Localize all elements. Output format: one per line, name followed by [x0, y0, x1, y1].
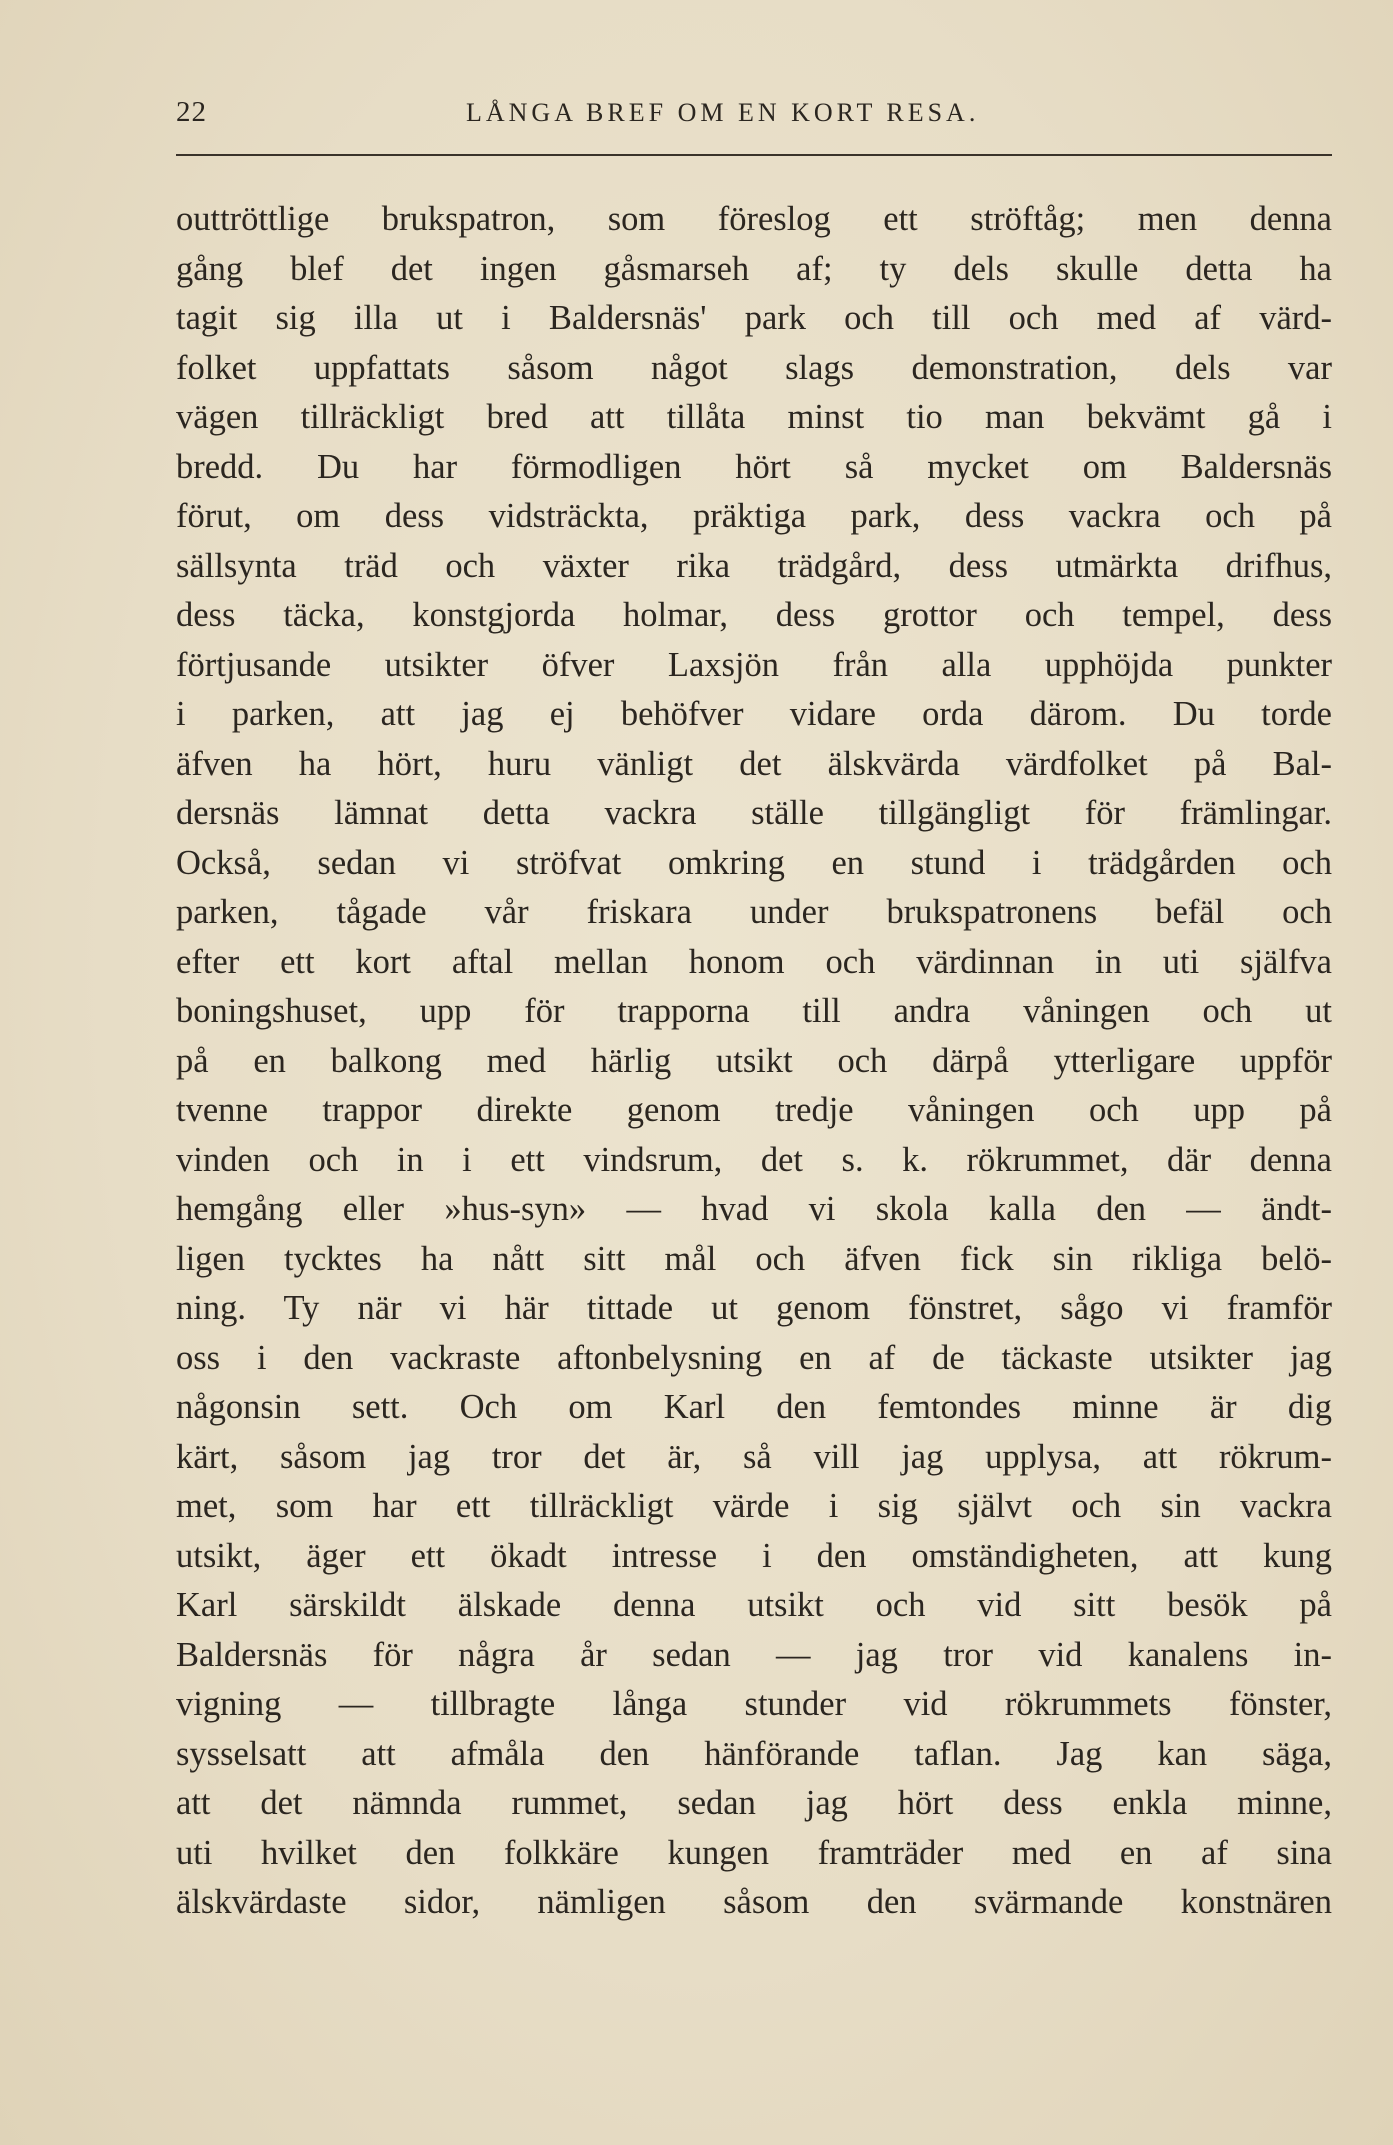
text-line: någonsin sett. Och om Karl den femtondes minne är dig [176, 1388, 1332, 1426]
text-line: äfven ha hört, huru vänligt det älskvärda värdfolket på Bal- [176, 744, 1332, 783]
text-line: dess täcka, konstgjorda holmar, dess grottor och tempel, dess [176, 596, 1332, 634]
text-line: på en balkong med härlig utsikt och därpå ytterligare uppför [176, 1041, 1332, 1080]
text-line: Karl särskildt älskade denna utsikt och vid sitt besök på [176, 1586, 1332, 1624]
text-line: uti hvilket den folkkäre kungen framträder med en af sina [176, 1833, 1332, 1872]
running-title: LÅNGA BREF OM EN KORT RESA. [466, 98, 980, 127]
text-line: vägen tillräckligt bred att tillåta minst tio man bekvämt gå i [176, 398, 1332, 436]
text-line: oss i den vackraste aftonbelysning en af de täckaste utsikter jag [176, 1338, 1332, 1377]
text-line: efter ett kort aftal mellan honom och värdinnan in uti själfva [176, 942, 1332, 981]
text-line: förut, om dess vidsträckta, präktiga park, dess vackra och på [176, 497, 1332, 535]
text-line: älskvärdaste sidor, nämligen såsom den svärmande konstnären [176, 1883, 1332, 1921]
text-line: tvenne trappor direkte genom tredje våningen och upp på [176, 1091, 1332, 1129]
page-header [176, 96, 1332, 140]
text-line: vinden och in i ett vindsrum, det s. k. rökrummet, där denna [176, 1140, 1332, 1179]
text-line: dersnäs lämnat detta vackra ställe tillgängligt för främlingar. [176, 794, 1332, 832]
text-line: tagit sig illa ut i Baldersnäs' park och till och med af värd- [176, 299, 1332, 337]
text-line: gång blef det ingen gåsmarseh af; ty dels skulle detta ha [176, 249, 1332, 288]
text-line: kärt, såsom jag tror det är, så vill jag upplysa, att rökrum- [176, 1437, 1332, 1476]
text-line: parken, tågade vår friskara under brukspatronens befäl och [176, 893, 1332, 931]
header-rule [176, 154, 1332, 156]
body-text [176, 195, 1332, 1928]
text-line: ning. Ty när vi här tittade ut genom fönstret, sågo vi framför [176, 1289, 1332, 1327]
text-line: folket uppfattats såsom något slags demonstration, dels var [176, 348, 1332, 387]
text-line: outtröttlige brukspatron, som föreslog ett ströftåg; men denna [176, 200, 1332, 238]
text-line: att det nämnda rummet, sedan jag hört dess enkla minne, [176, 1784, 1332, 1822]
text-line: i parken, att jag ej behöfver vidare orda därom. Du torde [176, 695, 1332, 733]
text-line: bredd. Du har förmodligen hört så mycket om Baldersnäs [176, 447, 1332, 486]
text-line: ligen tycktes ha nått sitt mål och äfven fick sin rikliga belö- [176, 1239, 1332, 1278]
page-number: 22 [176, 96, 207, 128]
text-line: boningshuset, upp för trapporna till andra våningen och ut [176, 992, 1332, 1030]
text-line: förtjusande utsikter öfver Laxsjön från alla upphöjda punkter [176, 645, 1332, 684]
text-line: Baldersnäs för några år sedan — jag tror vid kanalens in- [176, 1635, 1332, 1674]
text-line: sysselsatt att afmåla den hänförande taflan. Jag kan säga, [176, 1734, 1332, 1773]
text-line: Också, sedan vi ströfvat omkring en stund i trädgården och [176, 843, 1332, 882]
text-line: utsikt, äger ett ökadt intresse i den omständigheten, att kung [176, 1536, 1332, 1575]
text-line: met, som har ett tillräckligt värde i sig självt och sin vackra [176, 1487, 1332, 1525]
text-line: hemgång eller »hus-syn» — hvad vi skola kalla den — ändt- [176, 1190, 1332, 1228]
text-line: sällsynta träd och växter rika trädgård, dess utmärkta drifhus, [176, 546, 1332, 585]
text-line: vigning — tillbragte långa stunder vid rökrummets fönster, [176, 1685, 1332, 1723]
